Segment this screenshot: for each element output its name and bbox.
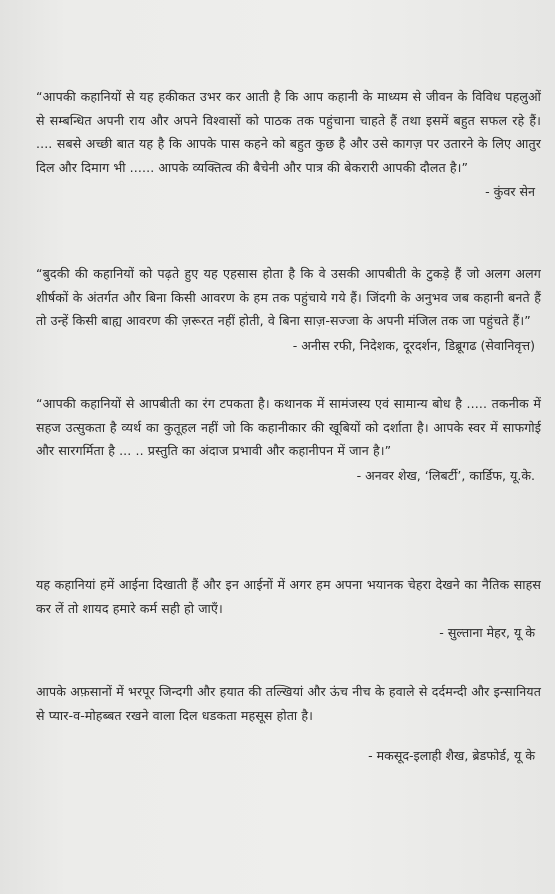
quote-text: आपके अफ़सानों में भरपूर जिन्दगी और हयात की तल्खियां और ऊंच नीच के हवाले से दर्दमन्दी और इन्सानियत से प्यार-व-मोहब्बत रखने वाला दिल धडकता महसूस होता है।: [36, 684, 541, 723]
quote-attribution: - मकसूद-इलाही शैख, ब्रेडफोर्ड, यू के: [368, 748, 535, 763]
quote-text: “बुदकी की कहानियों को पढ़ते हुए यह एहसास होता है कि वे उसकी आपबीती के टुकड़े हैं जो अलग अलग शीर्षकों के अंतर्गत और बिना किसी आवरण के हम तक पहुंचाये गये हैं। जिंदगी के अनुभव जब कहानी बनते हैं तो उन्हें किसी बाह्य आवरण की ज़रूरत नहीं होती, वे बिना साज़-सज्जा के अपनी मंजिल तक जा पहुंचते हैं।”: [36, 266, 541, 328]
testimonial-quote: [36, 85, 541, 203]
testimonial-quote: [36, 262, 541, 357]
quote-attribution: - अनीस रफी, निदेशक, दूरदर्शन, डिब्रूगढ (सेवानिवृत्त): [292, 337, 535, 353]
quote-text: “आपकी कहानियों से यह हकीकत उभर कर आती है कि आप कहानी के माध्यम से जीवन के विविध पहलुओं से सम्बन्धित अपनी राय और अपने विश्वासों को पाठक तक पहुंचाना चाहते हैं तथा इसमें बहुत सफल रहे हैं। .... सबसे अच्छी बात यह है कि आपके पास कहने को बहुत कुछ है और उसे कागज़ पर उतारने के लिए आतुर दिल और दिमाग भी ...... आपके व्यक्तित्व की बैचेनी और पात्र की बेकरारी आपकी दौलत है।”: [36, 89, 541, 175]
testimonial-quote: [36, 392, 541, 487]
quote-text: “आपकी कहानियों से आपबीती का रंग टपकता है। कथानक में सामंजस्य एवं सामान्य बोध है ..... तकनीक में सहज उत्सुकता है व्यर्थ का कुतूहल नहीं जो कि कहानीकार की खूबियों को दर्शाता है। आपके स्वर में साफगोई और सारगर्मिता है ... .. प्रस्तुति का अंदाज प्रभावी और कहानीपन में जान है।”: [36, 396, 541, 458]
quote-attribution: - सुल्ताना मेहर, यू के: [439, 625, 535, 640]
testimonial-quote: [36, 573, 541, 644]
quote-attribution: - अनवर शेख, ‘लिबर्टी’, कार्डिफ, यू.के.: [356, 467, 535, 483]
quote-attribution: - कुंवर सेन: [485, 184, 535, 199]
quote-text: यह कहानियां हमें आईना दिखाती हैं और इन आईनों में अगर हम अपना भयानक चेहरा देखने का नैतिक साहस कर लें तो शायद हमारे कर्म सही हो जाएँ।: [36, 577, 541, 616]
testimonial-quote: [36, 680, 541, 767]
